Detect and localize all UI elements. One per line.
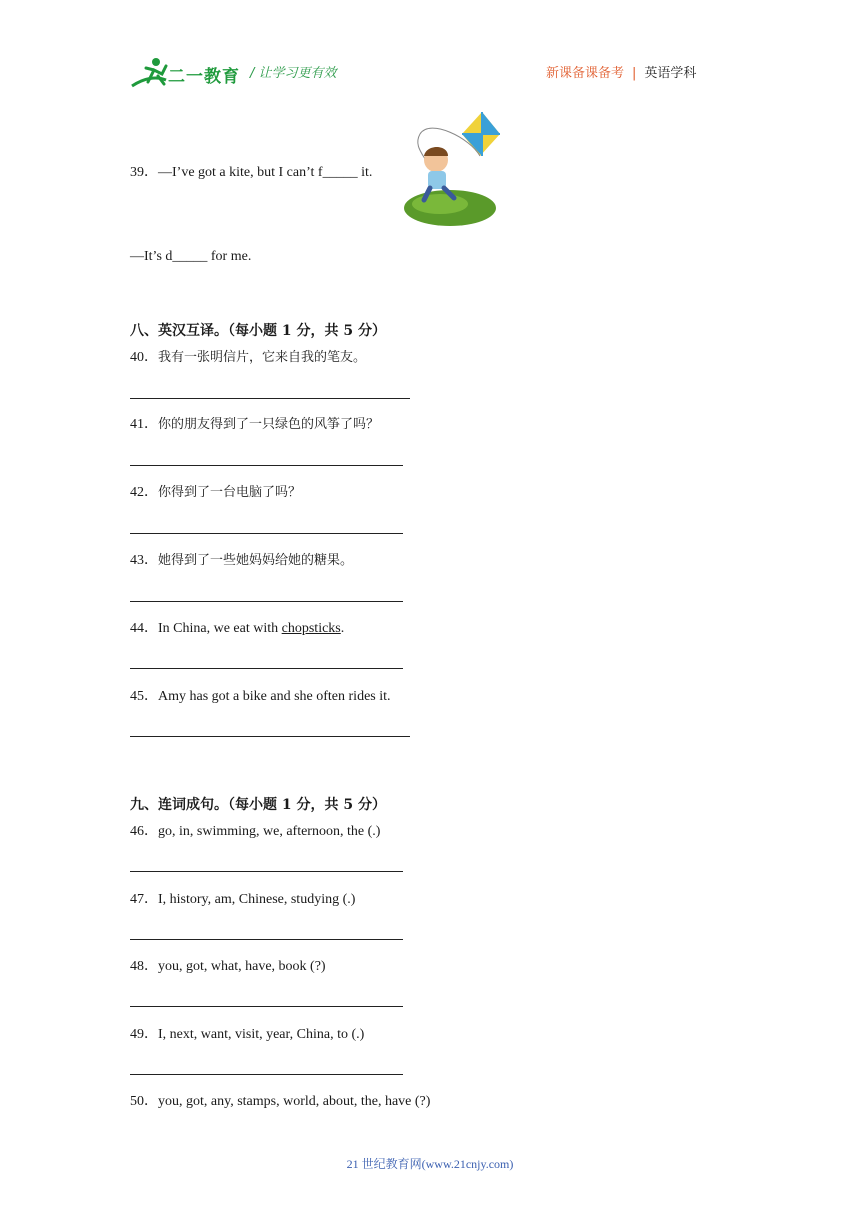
question-41 — [130, 416, 379, 434]
header-right — [546, 62, 696, 81]
slogan: / 让学习更有效 — [250, 66, 337, 81]
answer-line-42[interactable] — [130, 533, 403, 534]
question-text: you, got, any, stamps, world, about, the, have (?) — [158, 1094, 431, 1109]
question-44 — [130, 620, 344, 638]
question-text-end: . — [340, 621, 345, 636]
question-text: Amy has got a bike and she often rides it. — [158, 689, 391, 704]
question-number: 48． — [130, 959, 158, 974]
footer: 21 世纪教育网(www.21cnjy.com) — [346, 1157, 514, 1171]
question-text: you, got, what, have, book (?) — [158, 959, 326, 974]
subject-label: 英语学科 — [644, 66, 697, 81]
brand-logo-text: 二一教育 — [168, 67, 240, 87]
section-8-title: 八、英汉互译。（每小题 1 分，共 5 分） — [130, 323, 386, 339]
question-text: 我有一张明信片，它来自我的笔友。 — [158, 350, 367, 365]
answer-line-45[interactable] — [130, 736, 410, 737]
question-number: 40． — [130, 350, 158, 365]
question-number: 45． — [130, 689, 158, 704]
question-text: 你得到了一台电脑了吗？ — [158, 485, 302, 500]
question-43 — [130, 552, 353, 570]
question-text: I, history, am, Chinese, studying (.) — [158, 892, 356, 907]
question-text: 她得到了一些她妈妈给她的糖果。 — [158, 553, 354, 568]
underlined-word: chopsticks — [281, 621, 341, 636]
question-number: 50． — [130, 1094, 158, 1109]
answer-line-49[interactable] — [130, 1074, 403, 1075]
header-label: 新课备课备考 — [546, 66, 625, 81]
question-46 — [130, 823, 380, 841]
question-number: 46． — [130, 824, 158, 839]
question-47 — [130, 891, 355, 909]
question-50 — [130, 1093, 430, 1111]
question-number: 42． — [130, 485, 158, 500]
question-number: 43． — [130, 553, 158, 568]
answer-line-47[interactable] — [130, 939, 403, 940]
question-text: go, in, swimming, we, afternoon, the (.) — [158, 824, 381, 839]
question-number: 44． — [130, 621, 158, 636]
question-48 — [130, 958, 326, 976]
answer-line-46[interactable] — [130, 871, 403, 872]
answer-line-40[interactable] — [130, 398, 410, 399]
header-separator: | — [632, 66, 637, 81]
question-39-line2: —It’s d_____ for me. — [130, 249, 252, 264]
answer-line-43[interactable] — [130, 601, 403, 602]
answer-line-48[interactable] — [130, 1006, 403, 1007]
question-text: In China, we eat with — [158, 621, 282, 636]
question-39-line1: 39．—I’ve got a kite, but I can’t f_____ it. — [130, 165, 373, 180]
question-text: I, next, want, visit, year, China, to (.) — [158, 1027, 365, 1042]
question-49 — [130, 1026, 364, 1044]
question-number: 47． — [130, 892, 158, 907]
question-45 — [130, 688, 391, 706]
answer-line-41[interactable] — [130, 465, 403, 466]
question-40 — [130, 349, 366, 367]
boy-with-kite-illustration — [400, 108, 510, 232]
question-number: 49． — [130, 1027, 158, 1042]
question-text: 你的朋友得到了一只绿色的风筝了吗？ — [158, 417, 380, 432]
section-9-title: 九、连词成句。（每小题 1 分，共 5 分） — [130, 797, 386, 813]
question-number: 41． — [130, 417, 158, 432]
answer-line-44[interactable] — [130, 668, 403, 669]
question-42 — [130, 484, 301, 502]
